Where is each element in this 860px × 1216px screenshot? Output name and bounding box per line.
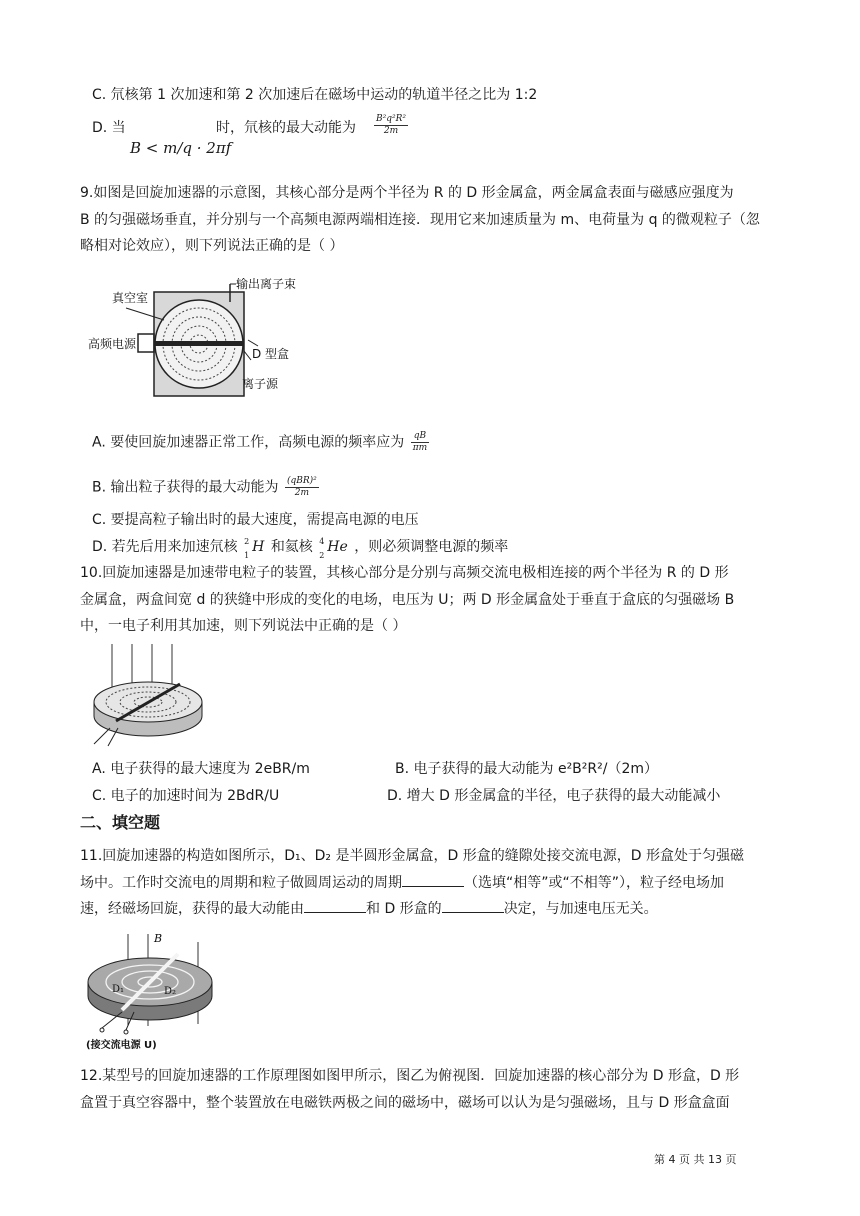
q8-option-d-prefix: D. 当 [92, 120, 126, 136]
q9-label-dbox: D 型盒 [252, 347, 290, 361]
q8-option-d-mid: 时，氘核的最大动能为 [216, 120, 356, 136]
q10-option-b: B. 电子获得的最大动能为 e²B²R²/（2m） [395, 761, 658, 777]
q10-option-a: A. 电子获得的最大速度为 2eBR/m [92, 761, 310, 777]
q9-label-output: 输出离子束 [236, 278, 297, 291]
q11-blank-2[interactable] [304, 912, 366, 913]
q9-stem-line-2: B 的匀强磁场垂直，并分别与一个高频电源两端相连接．现用它来加速质量为 m、电荷量为 q 的微观粒子（忽 [80, 211, 760, 228]
q11-line-3c: 决定，与加速电压无关。 [503, 901, 658, 917]
q9-option-d-pre: D. 若先后用来加速氘核 [92, 539, 238, 555]
q11-line-2a: 场中。工作时交流电的周期和粒子做圆周运动的周期 [80, 874, 402, 891]
fraction-denominator: 2m [383, 126, 399, 136]
q10-stem-line-3: 中，一电子利用其加速，则下列说法中正确的是（ ） [80, 618, 407, 634]
q8-option-d-condition: B < m/q · 2πf [130, 139, 232, 157]
q9-option-a-fraction [411, 431, 429, 454]
footer-page-word: 第 [654, 1153, 665, 1166]
q12-stem-line-1: 12.某型号的回旋加速器的工作原理图如图甲所示，图乙为俯视图．回旋加速器的核心部分为 D 形盒，D 形 [80, 1068, 740, 1084]
q10-dee-figure [82, 642, 212, 750]
footer-page-number: 4 [668, 1153, 676, 1166]
q11-label-d2: D₂ [164, 986, 177, 997]
fraction-numerator: B²q²R² [376, 114, 406, 124]
q9-option-b-text: B. 输出粒子获得的最大动能为 [92, 479, 279, 496]
q9-option-b-fraction [285, 476, 319, 499]
q9-option-b [92, 476, 321, 499]
q10-stem-line-2: 金属盒，两盒间宽 d 的狭缝中形成的变化的电场，电压为 U；两 D 形金属盒处于垂直于盒底的匀强磁场 B [80, 591, 735, 608]
q10-stem [80, 560, 780, 640]
mass-number: 4 [319, 537, 325, 546]
q11-cyclotron-figure [82, 932, 222, 1054]
q9-stem [80, 180, 780, 260]
q11-line-3b: 和 D 形盒的 [366, 901, 442, 917]
q11-label-b: B [154, 932, 163, 945]
q9-label-ion-source: 离子源 [242, 377, 279, 391]
q11-line-3a: 速，经磁场回旋，获得的最大动能由 [80, 901, 304, 917]
atomic-number: 2 [319, 551, 325, 560]
q11-stem-line-1: 11.回旋加速器的构造如图所示，D₁、D₂ 是半圆形金属盒，D 形盒的缝隙处接交流电源，D 形盒处于匀强磁 [80, 848, 744, 864]
fraction-numerator: (qBR)² [286, 476, 317, 486]
q11-stem [80, 843, 780, 923]
q9-stem-line-1: 9.如图是回旋加速器的示意图，其核心部分是两个半径为 R 的 D 形金属盒，两金属盒表面与磁感应强度为 [80, 185, 734, 201]
footer-end-word: 页 [725, 1153, 737, 1166]
q9-label-hf-source: 高频电源 [88, 337, 137, 351]
q9-option-d-post: ，则必须调整电源的频率 [354, 539, 509, 555]
q11-stem-line-3 [80, 896, 780, 923]
q8-option-d-fraction [372, 114, 410, 137]
q12-stem [80, 1063, 780, 1116]
q9-option-d-and: 和氦核 [270, 539, 313, 555]
element-symbol: He [327, 539, 348, 555]
atomic-number: 1 [244, 551, 250, 560]
q9-option-a [92, 431, 431, 454]
q9-option-c: C. 要提高粒子输出时的最大速度，需提高电源的电压 [92, 512, 419, 528]
q8-kinetic-energy-fraction [374, 114, 408, 137]
q9-stem-line-3: 略相对论效应），则下列说法正确的是（ ） [80, 238, 344, 254]
element-symbol: H [252, 539, 265, 555]
fraction-numerator: qB [411, 431, 429, 443]
q9-cyclotron-figure [86, 278, 316, 400]
q9-option-d [92, 537, 509, 560]
q9-label-vacuum: 真空室 [112, 291, 149, 305]
q12-stem-line-2: 盒置于真空容器中，整个装置放在电磁铁两极之间的磁场中，磁场可以认为是匀强磁场，且与 D 形盒盒面 [80, 1094, 730, 1111]
deuteron-symbol [244, 537, 265, 560]
q11-stem-line-2 [80, 870, 780, 897]
helium-nucleus-symbol [319, 537, 348, 560]
q11-line-2b: （选填“相等”或“不相等”），粒子经电场加 [464, 874, 725, 891]
q9-option-a-text: A. 要使回旋加速器正常工作，高频电源的频率应为 [92, 434, 405, 451]
q10-stem-line-1: 10.回旋加速器是加速带电粒子的装置，其核心部分是分别与高频交流电极相连接的两个半径为 R 的 D 形 [80, 565, 729, 581]
footer-total-pages: 13 [708, 1153, 722, 1166]
q11-blank-3[interactable] [442, 912, 504, 913]
q10-option-c: C. 电子的加速时间为 2BdR/U [92, 788, 280, 804]
q11-blank-1[interactable] [402, 886, 464, 887]
footer-of-word: 页 共 [679, 1153, 705, 1166]
mass-number: 2 [244, 537, 250, 546]
q11-caption: (接交流电源 U) [86, 1040, 157, 1051]
fraction-denominator: 2m [294, 488, 309, 498]
q11-label-d1: D₁ [112, 984, 125, 995]
q8-option-c: C. 氘核第 1 次加速和第 2 次加速后在磁场中运动的轨道半径之比为 1:2 [92, 87, 538, 103]
q10-option-d: D. 增大 D 形金属盒的半径，电子获得的最大动能减小 [387, 788, 721, 804]
fraction-denominator: πm [412, 443, 428, 453]
section-heading: 二、填空题 [80, 813, 161, 832]
